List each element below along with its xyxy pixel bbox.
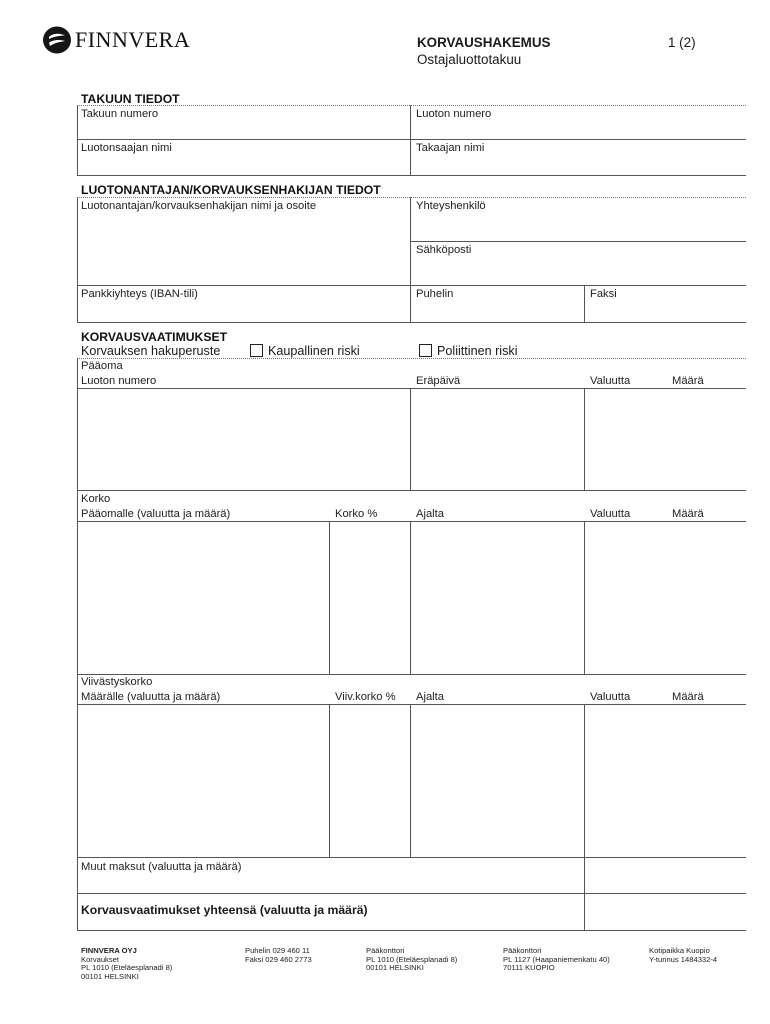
korko-header-korko-pct: Korko % [335,508,378,520]
company-logo [42,26,202,54]
divider [329,521,330,674]
form-subtitle: Ostajaluottotakuu [417,52,522,67]
poliittinen-riski-label: Poliittinen riski [437,344,518,358]
footer-line: Pääkonttori [366,946,405,955]
luoton-numero-field[interactable]: Luoton numero [416,108,492,120]
footer-registration [649,947,717,964]
footer-headquarters-helsinki [366,947,457,973]
finnvera-emblem-icon [42,26,72,54]
korko-header-ajalta: Ajalta [416,508,444,520]
divider [77,322,746,323]
divider [77,893,746,894]
hakuperuste-label: Korvauksen hakuperuste [81,344,221,358]
paaoma-header-valuutta: Valuutta [590,375,631,387]
poliittinen-riski-checkbox[interactable] [419,344,432,357]
divider [77,139,746,140]
footer-line: Y-tunnus 1484332-4 [649,954,718,964]
divider [77,674,746,675]
footer-headquarters-kuopio [503,947,610,973]
footer-line: PL 1010 (Eteläesplanadi 8) [81,963,173,973]
korko-header-paaomalle: Pääomalle (valuutta ja määrä) [81,508,231,520]
divider [584,704,585,857]
takuun-numero-field[interactable]: Takuun numero [81,108,159,120]
footer-line: 00101 HELSINKI [366,963,424,973]
viivastyskorko-entry-area[interactable] [78,705,746,857]
divider [77,490,78,674]
korko-header-maara: Määrä [672,508,704,520]
divider [77,105,746,106]
divider [77,358,746,359]
hakijan-nimi-osoite-field[interactable]: Luotonantajan/korvauksenhakijan nimi ja osoite [81,200,317,212]
divider [77,674,78,857]
luotonsaajan-nimi-field[interactable]: Luotonsaajan nimi [81,142,172,154]
footer-line: PL 1010 (Eteläesplanadi 8) [366,954,458,964]
company-name: FINNVERA [75,27,191,52]
divider [77,857,78,893]
footer-line: Kotipaikka Kuopio [649,946,710,955]
divider [584,521,585,674]
paaoma-title: Pääoma [81,360,123,372]
divider [77,857,746,858]
divider [410,521,411,674]
divider [410,241,746,242]
divider [77,930,746,931]
page-number: 1 (2) [668,35,696,50]
footer-line: 70111 KUOPIO [503,963,555,973]
divider [77,197,78,322]
divider [584,285,585,322]
divider [77,285,746,286]
yhteensa-field[interactable]: Korvausvaatimukset yhteensä (valuutta ja määrä) [81,903,368,917]
footer-line: Puhelin 029 460 11 [245,946,310,955]
footer-line: Pääkonttori [503,946,542,955]
takaajan-nimi-field[interactable]: Takaajan nimi [416,142,485,154]
footer-line: Faksi 029 460 2773 [245,954,312,964]
footer-contact [245,947,312,964]
viivastyskorko-header-viivkorko-pct: Viiv.korko % [335,691,396,703]
divider [410,388,411,490]
divider [410,197,411,322]
sahkoposti-field[interactable]: Sähköposti [416,244,472,256]
divider [584,388,585,490]
viivastyskorko-header-valuutta: Valuutta [590,691,631,703]
paaoma-header-erapaiva: Eräpäivä [416,375,461,387]
muut-maksut-field[interactable]: Muut maksut (valuutta ja määrä) [81,861,242,873]
korko-header-valuutta: Valuutta [590,508,631,520]
section-korvausvaatimukset: KORVAUSVAATIMUKSET [81,330,228,344]
viivastyskorko-header-maaralle: Määrälle (valuutta ja määrä) [81,691,221,703]
puhelin-field[interactable]: Puhelin [416,288,454,300]
kaupallinen-riski-label: Kaupallinen riski [268,344,360,358]
divider [329,704,330,857]
divider [77,105,78,175]
viivastyskorko-header-ajalta: Ajalta [416,691,444,703]
paaoma-entry-area[interactable] [78,389,746,490]
footer-line: 00101 HELSINKI [81,971,139,981]
section-takuun-tiedot: TAKUUN TIEDOT [81,92,180,106]
divider [77,893,78,930]
pankkiyhteys-field[interactable]: Pankkiyhteys (IBAN-tili) [81,288,198,300]
viivastyskorko-header-maara: Määrä [672,691,704,703]
divider [410,704,411,857]
paaoma-header-maara: Määrä [672,375,704,387]
form-title: KORVAUSHAKEMUS [417,35,551,50]
footer-company-address [81,947,172,981]
divider [410,105,411,175]
paaoma-header-luoton-numero: Luoton numero [81,375,157,387]
kaupallinen-riski-checkbox[interactable] [250,344,263,357]
footer-line: PL 1127 (Haapaniemenkatu 40) [503,954,610,964]
korko-title: Korko [81,493,111,505]
footer-line: FINNVERA OYJ [81,946,137,955]
viivastyskorko-title: Viivästyskorko [81,676,153,688]
footer-line: Korvaukset [81,954,119,964]
divider [77,175,746,176]
faksi-field[interactable]: Faksi [590,288,617,300]
divider [77,358,78,490]
divider [584,857,585,893]
korko-entry-area[interactable] [78,522,746,674]
divider [77,197,746,198]
divider [77,490,746,491]
yhteyshenkilo-field[interactable]: Yhteyshenkilö [416,200,486,212]
section-hakijan-tiedot: LUOTONANTAJAN/KORVAUKSENHAKIJAN TIEDOT [81,183,381,197]
divider [584,893,585,930]
